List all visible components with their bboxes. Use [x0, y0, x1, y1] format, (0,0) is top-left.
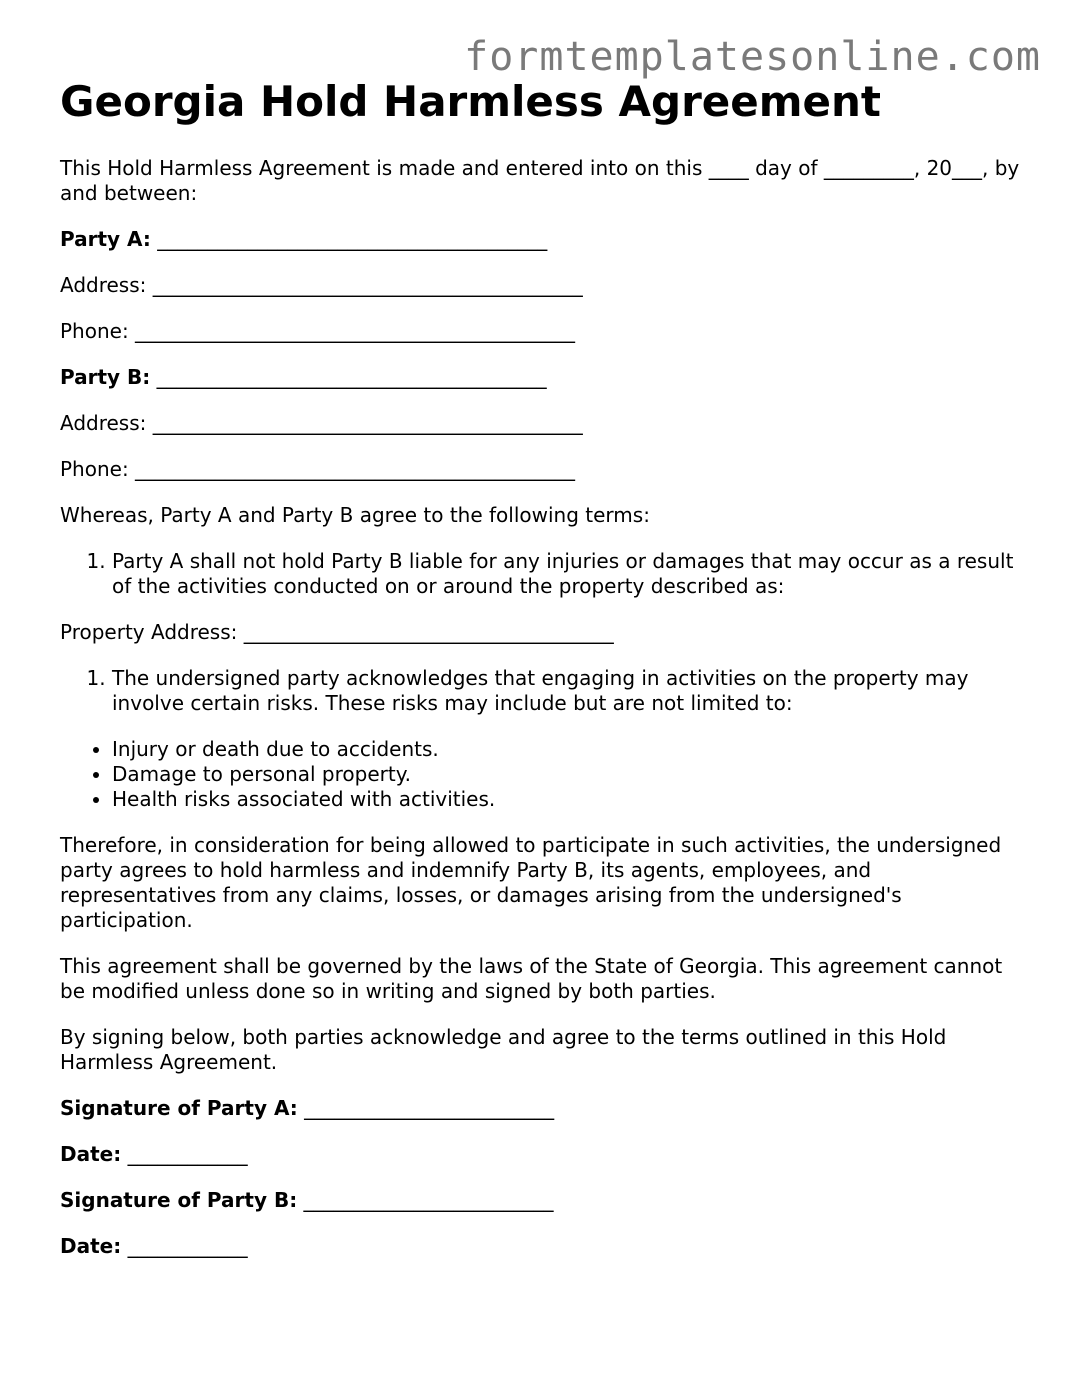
signature-party-a-label: Signature of Party A: [60, 1096, 298, 1120]
party-a-phone-field: Phone: ____________________________________________ [60, 319, 576, 343]
term-item-2: 1. The undersigned party acknowledges that engaging in activities on the property may involve certain risks. These risks may include but are not limited to: [112, 666, 1020, 716]
term-item-1: 1. Party A shall not hold Party B liable for any injuries or damages that may occur as a result of the activities conducted on or around the property described as: [112, 549, 1020, 599]
intro-paragraph: This Hold Harmless Agreement is made and entered into on this ____ day of _________, 20___, by and between: [60, 156, 1020, 205]
date-party-a-label: Date: [60, 1142, 122, 1166]
whereas-paragraph: Whereas, Party A and Party B agree to the following terms: [60, 503, 650, 527]
watermark: formtemplatesonline.com [464, 34, 1041, 80]
signing-paragraph: By signing below, both parties acknowledge and agree to the terms outlined in this Hold Harmless Agreement. [60, 1025, 947, 1074]
signature-party-b-label: Signature of Party B: [60, 1188, 298, 1212]
terms-list-1 [60, 549, 1020, 599]
risk-item: • Injury or death due to accidents. [112, 737, 1020, 762]
date-party-b-field [60, 1234, 1020, 1259]
party-a-label: Party A: [60, 227, 151, 251]
party-a-name-blank: _______________________________________ [150, 227, 548, 251]
signature-party-b-field [60, 1188, 1020, 1213]
therefore-paragraph: Therefore, in consideration for being allowed to participate in such activities, the undersigned party agrees to hold harmless and indemnify Party B, its agents, employees, and representatives from any claims, losses, or damages arising from the undersigned's participation. [60, 833, 1002, 932]
risks-list [60, 737, 1020, 812]
risk-item: • Damage to personal property. [112, 762, 1020, 787]
party-b-name-blank: _______________________________________ [150, 365, 547, 389]
party-b-phone-field: Phone: ____________________________________________ [60, 457, 576, 481]
party-b-name-field [60, 365, 1020, 390]
terms-list-2 [60, 666, 1020, 716]
document-title: Georgia Hold Harmless Agreement [60, 77, 881, 126]
signature-party-a-blank: _________________________ [297, 1096, 555, 1120]
party-b-label: Party B: [60, 365, 151, 389]
date-party-b-label: Date: [60, 1234, 122, 1258]
party-b-address-field: Address: ___________________________________________ [60, 411, 583, 435]
risk-item: • Health risks associated with activities. [112, 787, 1020, 812]
governing-law-paragraph: This agreement shall be governed by the laws of the State of Georgia. This agreement cannot be modified unless done so in writing and signed by both parties. [60, 954, 1003, 1003]
date-party-a-field [60, 1142, 1020, 1167]
party-a-name-field [60, 227, 1020, 252]
date-party-b-blank: ____________ [121, 1234, 248, 1258]
property-address-field: Property Address: _____________________________________ [60, 620, 614, 644]
signature-party-b-blank: _________________________ [297, 1188, 554, 1212]
date-party-a-blank: ____________ [121, 1142, 248, 1166]
signature-party-a-field [60, 1096, 1020, 1121]
document-page [60, 76, 1020, 1280]
party-a-address-field: Address: ___________________________________________ [60, 273, 583, 297]
